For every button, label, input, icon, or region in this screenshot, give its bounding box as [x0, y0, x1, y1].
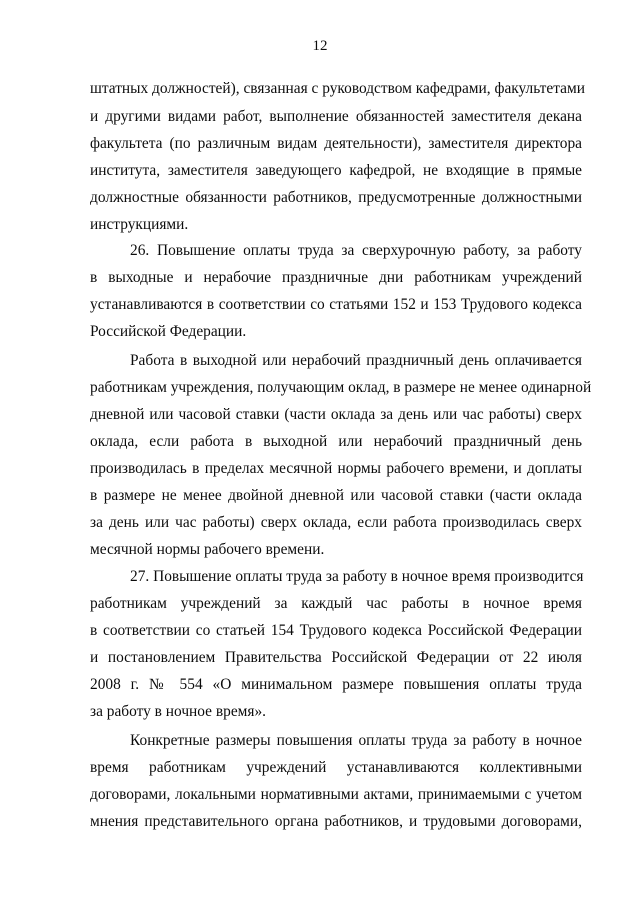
- text-line: в выходные и нерабочие праздничные дни работникам учреждений: [90, 269, 582, 286]
- text-line: мнения представительного органа работников, и трудовыми договорами,: [90, 813, 582, 830]
- text-line: за работу в ночное время».: [90, 703, 267, 720]
- text-line: факультета (по различным видам деятельности), заместителя директора: [90, 135, 582, 152]
- text-line: инструкциями.: [90, 216, 189, 233]
- text-line: за день или час работы) сверх оклада, если работа производилась сверх: [90, 514, 582, 531]
- text-line: института, заместителя заведующего кафедрой, не входящие в прямые: [90, 162, 582, 179]
- text-line: в размере не менее двойной дневной или часовой ставки (части оклада: [90, 487, 582, 504]
- page-number: 12: [312, 38, 328, 54]
- text-line: Российской Федерации.: [90, 323, 247, 340]
- text-line: оклада, если работа в выходной или нерабочий праздничный день: [90, 433, 582, 450]
- text-line: работникам учреждений за каждый час работы в ночное время: [90, 595, 582, 612]
- text-line: и другими видами работ, выполнение обязанностей заместителя декана: [90, 108, 582, 125]
- text-line: 26. Повышение оплаты труда за сверхурочную работу, за работу: [130, 242, 582, 259]
- text-line: должностные обязанности работников, предусмотренные должностными: [90, 189, 582, 206]
- text-line: и постановлением Правительства Российской Федерации от 22 июля: [90, 649, 582, 666]
- text-line: 2008 г. № 554 «О минимальном размере повышения оплаты труда: [90, 676, 582, 693]
- text-line: штатных должностей), связанная с руководством кафедрами, факультетами: [90, 80, 585, 97]
- text-line: Работа в выходной или нерабочий праздничный день оплачивается: [130, 352, 582, 369]
- text-line: Конкретные размеры повышения оплаты труда за работу в ночное: [130, 732, 582, 749]
- text-line: 27. Повышение оплаты труда за работу в ночное время производится: [130, 568, 584, 585]
- text-line: производилась в пределах месячной нормы рабочего времени, и доплаты: [90, 460, 582, 477]
- text-line: в соответствии со статьей 154 Трудового кодекса Российской Федерации: [90, 622, 582, 639]
- text-line: дневной или часовой ставки (части оклада за день или час работы) сверх: [90, 406, 582, 423]
- text-line: договорами, локальными нормативными актами, принимаемыми с учетом: [90, 786, 582, 803]
- text-line: устанавливаются в соответствии со статьями 152 и 153 Трудового кодекса: [90, 296, 582, 313]
- text-line: работникам учреждения, получающим оклад, в размере не менее одинарной: [90, 379, 592, 396]
- text-line: время работникам учреждений устанавливаются коллективными: [90, 759, 582, 776]
- text-line: месячной нормы рабочего времени.: [90, 541, 325, 558]
